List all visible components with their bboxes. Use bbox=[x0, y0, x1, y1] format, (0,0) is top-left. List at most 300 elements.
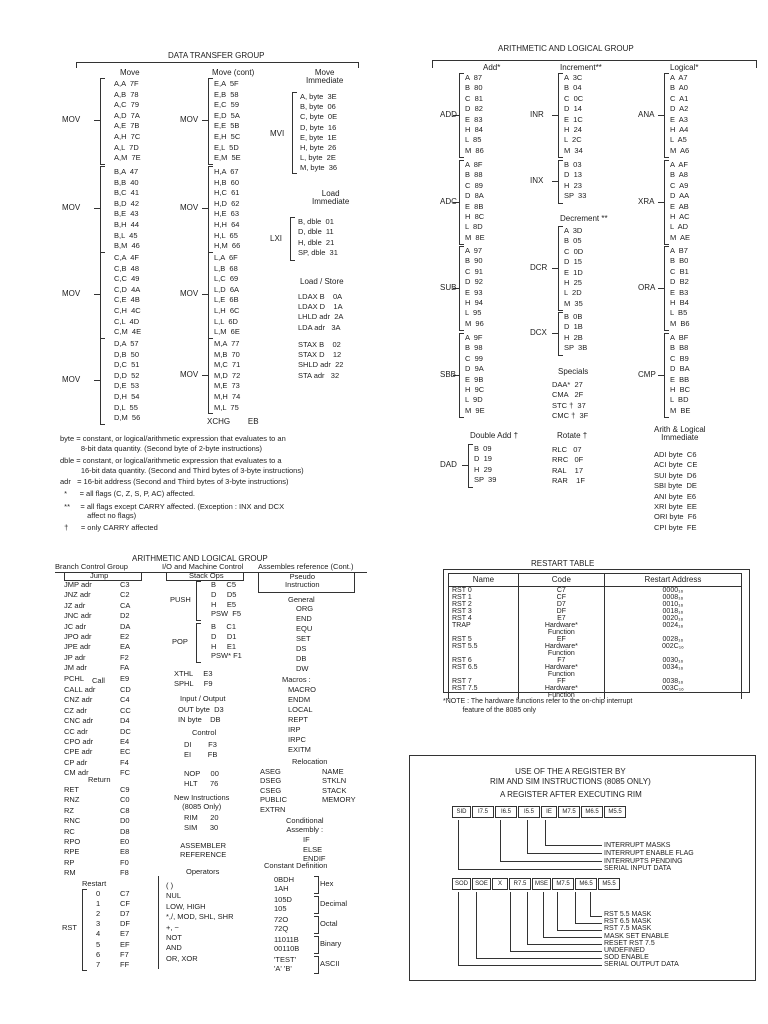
group-label: DCR bbox=[530, 262, 548, 272]
bracket-tick bbox=[552, 333, 558, 334]
note-line: 16-bit data quantity. (Second and Third bytes of 3-byte instructions) bbox=[60, 466, 304, 475]
load-entry: LHLD adr 2A bbox=[298, 312, 344, 322]
mov-entry: A,H 7C bbox=[114, 132, 141, 141]
mov-entry: E,C 59 bbox=[214, 100, 240, 110]
mov-entry: D,H 54 bbox=[114, 392, 140, 401]
general-header: General bbox=[288, 595, 315, 604]
row-name: RST 3 bbox=[449, 608, 519, 615]
add-entry: H 84 bbox=[465, 125, 483, 134]
row-address: 0018₁₆ bbox=[604, 608, 741, 615]
rim-bit: SID bbox=[452, 806, 471, 818]
mvi-entry: E, byte 1E bbox=[300, 132, 337, 142]
leader bbox=[590, 916, 602, 917]
store-entry: STA adr 32 bbox=[298, 370, 340, 380]
mov-entry: E,D 5A bbox=[214, 110, 240, 120]
group-label: XRA bbox=[638, 196, 655, 206]
operators-rule bbox=[158, 876, 159, 969]
mov-entry: B,C 41 bbox=[114, 188, 140, 198]
mov-entry: A,E 7B bbox=[114, 121, 140, 131]
mov-entry: B,D 42 bbox=[114, 198, 140, 208]
mov-entry: D,D 52 bbox=[114, 370, 140, 380]
rim-label: INTERRUPT MASKS bbox=[604, 842, 671, 849]
bracket bbox=[468, 444, 473, 488]
group-label: MOV bbox=[180, 203, 199, 213]
rst-bracket bbox=[82, 889, 87, 971]
xra-entry: C A9 bbox=[670, 180, 689, 190]
rotate-entry: RRC 0F bbox=[552, 455, 584, 465]
operator-entry: *,/, MOD, SHL, SHR bbox=[166, 912, 234, 922]
leader bbox=[527, 944, 602, 945]
const-brace bbox=[314, 896, 319, 914]
const-brace bbox=[314, 876, 319, 894]
add-entry: A 87 bbox=[465, 73, 483, 82]
jump-entry: JP adr bbox=[64, 652, 86, 662]
group-label: MOV bbox=[62, 203, 81, 213]
inr-entry: B 04 bbox=[564, 83, 582, 93]
const-val: 72O bbox=[274, 915, 289, 924]
row-name: RST 5 bbox=[449, 636, 519, 643]
al2-title: ARITHMETIC AND LOGICAL GROUP bbox=[132, 554, 268, 563]
bracket-tick bbox=[658, 288, 664, 289]
inr-entry: M 34 bbox=[564, 145, 583, 155]
call-header: Call bbox=[92, 676, 105, 685]
call-entry: CPO adr bbox=[64, 737, 94, 746]
call-entry-code: FC bbox=[120, 768, 130, 778]
assembler-cont-header: Assembles reference (Cont.) bbox=[258, 562, 354, 571]
row-name: RST 0 bbox=[449, 587, 519, 595]
note-line: † = only CARRY affected bbox=[60, 523, 158, 532]
cmp-entry: B B8 bbox=[670, 343, 689, 353]
bracket bbox=[208, 166, 213, 253]
mov-entry: L,E 6B bbox=[214, 295, 239, 305]
bracket bbox=[664, 246, 669, 331]
mov-entry: A,C 79 bbox=[114, 100, 140, 110]
inr-entry: H 24 bbox=[564, 125, 582, 134]
sim-label: SERIAL OUTPUT DATA bbox=[604, 961, 679, 969]
sim-bit: M6.5 bbox=[575, 878, 597, 890]
const-val: 105D bbox=[274, 895, 292, 904]
macro-entry: IRPC bbox=[288, 735, 306, 744]
group-label: MOV bbox=[180, 289, 199, 299]
pop-entry: PSW* F1 bbox=[211, 651, 242, 661]
row-name: RST 7.5 bbox=[449, 685, 519, 699]
push-entry: H E5 bbox=[211, 599, 237, 609]
inx-entry: H 23 bbox=[564, 180, 582, 190]
general-entry: DB bbox=[296, 654, 307, 663]
leader bbox=[500, 861, 602, 862]
restart-row bbox=[449, 594, 742, 601]
row-address: 0038₁₆ bbox=[604, 678, 741, 685]
row-code: FF bbox=[518, 678, 604, 685]
inx-entry: SP 33 bbox=[564, 191, 587, 201]
bracket bbox=[558, 312, 563, 356]
imm-entry: SBI byte DE bbox=[654, 481, 697, 491]
note-line: ** = all flags except CARRY affected. (Exception : INX and DCX bbox=[60, 502, 285, 511]
return-header: Return bbox=[88, 775, 111, 784]
rst-entry: 3 bbox=[96, 919, 101, 929]
restart-row bbox=[449, 622, 742, 636]
io-entry: OUT byte D3 bbox=[178, 705, 224, 714]
leader bbox=[458, 965, 602, 966]
bracket bbox=[459, 160, 464, 245]
mov-entry: L,A 6F bbox=[214, 253, 238, 262]
const-val: 72Q bbox=[274, 924, 289, 933]
return-entry: RNC bbox=[64, 816, 81, 826]
jump-entry-code: DA bbox=[120, 621, 131, 631]
row-code: Hardware* Function bbox=[518, 685, 604, 699]
call-entry: CP adr bbox=[64, 757, 88, 767]
group-label: INX bbox=[530, 175, 544, 185]
adc-entry: A 8F bbox=[465, 160, 483, 169]
const-val: 'A' 'B' bbox=[274, 964, 292, 973]
cmp-entry: M BE bbox=[670, 405, 691, 415]
group-label: DCX bbox=[530, 327, 547, 337]
sub-entry: D 92 bbox=[465, 277, 483, 287]
mov-entry: M,H 74 bbox=[214, 392, 241, 401]
row-address: 0028₁₆ bbox=[604, 636, 741, 643]
dcx-entry: SP 3B bbox=[564, 343, 588, 353]
rim-subtitle: A REGISTER AFTER EXECUTING RIM bbox=[500, 790, 642, 799]
macros-header: Macros : bbox=[282, 675, 311, 684]
bracket bbox=[664, 160, 669, 245]
add-header: Add* bbox=[483, 63, 501, 72]
mov-entry: H,C 61 bbox=[214, 188, 240, 198]
rotate-entry: RAR 1F bbox=[552, 476, 585, 486]
ana-entry: A A7 bbox=[670, 73, 688, 82]
mov-entry: E,B 58 bbox=[214, 89, 239, 99]
restart-row bbox=[449, 601, 742, 608]
return-entry: RP bbox=[64, 857, 75, 867]
mov-entry: H,H 64 bbox=[214, 220, 240, 229]
return-entry-code: C9 bbox=[120, 785, 130, 794]
mov-entry: C,E 4B bbox=[114, 295, 140, 305]
sim-label: RST 6.5 MASK bbox=[604, 918, 652, 926]
bracket bbox=[459, 333, 464, 418]
mov-entry: A,D 7A bbox=[114, 110, 140, 120]
sbb-entry: L 9D bbox=[465, 395, 483, 405]
leader bbox=[527, 892, 528, 944]
rst-entry: 2 bbox=[96, 909, 101, 919]
mov-entry: A,M 7E bbox=[114, 153, 141, 163]
mov-entry: H,A 67 bbox=[214, 167, 239, 176]
restart-row bbox=[449, 664, 742, 678]
conditional-header: Conditional Assembly : bbox=[286, 816, 324, 834]
sub-entry: A 97 bbox=[465, 246, 483, 255]
mov-entry: C,B 48 bbox=[114, 263, 140, 273]
cmp-entry: A BF bbox=[670, 333, 689, 342]
bracket bbox=[100, 78, 105, 165]
control-entry: NOP 00 bbox=[184, 769, 219, 779]
mov-entry: M,B 70 bbox=[214, 349, 240, 359]
mov-entry: E,A 5F bbox=[214, 79, 239, 88]
leader bbox=[575, 923, 602, 924]
sbb-entry: H 9C bbox=[465, 385, 485, 394]
rst-entry-code: C7 bbox=[120, 889, 130, 898]
call-entry-code: EC bbox=[120, 747, 131, 757]
store-entry: SHLD adr 22 bbox=[298, 360, 344, 370]
adc-entry: D 8A bbox=[465, 191, 484, 201]
rim-bit: I5.5 bbox=[518, 806, 540, 818]
lxi-entry: H, dble 21 bbox=[298, 237, 335, 247]
leader bbox=[458, 869, 602, 870]
mov-entry: C,M 4E bbox=[114, 327, 142, 337]
leader bbox=[510, 892, 511, 951]
cmp-entry: C B9 bbox=[670, 353, 689, 363]
jump-entry-code: F2 bbox=[120, 652, 129, 662]
restart-row bbox=[449, 636, 742, 643]
xra-entry: H AC bbox=[670, 212, 690, 221]
sub-entry: E 93 bbox=[465, 287, 483, 297]
operator-entry: LOW, HIGH bbox=[166, 901, 206, 911]
const-val: 'TEST' bbox=[274, 955, 297, 964]
cmp-entry: H BC bbox=[670, 385, 691, 394]
mov-entry: B,M 46 bbox=[114, 241, 140, 251]
inr-entry: A 3C bbox=[564, 73, 583, 82]
mvi-entry: A, byte 3E bbox=[300, 92, 337, 101]
load-entry: LDAX D 1A bbox=[298, 302, 343, 312]
restart-header: Restart bbox=[82, 879, 107, 888]
mov-entry: L,D 6A bbox=[214, 284, 240, 294]
call-entry-code: CD bbox=[120, 685, 131, 694]
sbb-entry: B 98 bbox=[465, 343, 483, 353]
row-code: EF bbox=[518, 636, 604, 643]
leader bbox=[575, 892, 576, 923]
group-label: CMP bbox=[638, 369, 656, 379]
logical-header: Logical* bbox=[670, 63, 699, 72]
cmp-entry: L BD bbox=[670, 395, 689, 405]
operator-entry: OR, XOR bbox=[166, 953, 198, 963]
macro-entry: MACRO bbox=[288, 685, 316, 694]
return-entry-code: F8 bbox=[120, 868, 129, 878]
assembler-reference: ASSEMBLER REFERENCE bbox=[180, 841, 227, 859]
mov-entry: D,L 55 bbox=[114, 402, 138, 412]
bracket bbox=[100, 252, 105, 339]
bracket bbox=[208, 338, 213, 414]
group-label: SUB bbox=[440, 282, 457, 292]
mov-entry: H,D 62 bbox=[214, 198, 240, 208]
xra-entry: L AD bbox=[670, 222, 689, 232]
bracket bbox=[208, 252, 213, 339]
bracket-tick bbox=[658, 375, 664, 376]
mov-entry: H,B 60 bbox=[214, 177, 240, 187]
inx-entry: B 03 bbox=[564, 160, 582, 169]
bracket-tick bbox=[202, 294, 208, 295]
cond-entry: ELSE bbox=[303, 844, 323, 854]
row-address: 003C₁₆ bbox=[604, 685, 741, 699]
mvi-entry: D, byte 16 bbox=[300, 122, 337, 132]
const-brace bbox=[314, 936, 319, 954]
bracket bbox=[558, 226, 563, 311]
rim-bit: M7.5 bbox=[558, 806, 580, 818]
operator-entry: ( ) bbox=[166, 881, 174, 890]
new-entry: RIM 20 bbox=[184, 813, 219, 822]
dcr-entry: C 0D bbox=[564, 246, 584, 256]
push-entry: PSW F5 bbox=[211, 609, 242, 619]
const-type: Decimal bbox=[320, 899, 348, 908]
rim-title: USE OF THE A REGISTER BY RIM AND SIM INSTRUCTIONS (8085 ONLY) bbox=[490, 767, 651, 786]
mov-entry: D,A 57 bbox=[114, 339, 139, 348]
sim-bit: M5.5 bbox=[598, 878, 620, 890]
lxi-entry: D, dble 11 bbox=[298, 227, 334, 237]
leader bbox=[545, 820, 546, 845]
special-entry: STC † 37 bbox=[552, 400, 586, 410]
macro-entry: REPT bbox=[288, 715, 309, 724]
restart-note: *NOTE : The hardware functions refer to the on-chip interrupt feature of the 8085 only bbox=[443, 698, 633, 714]
control-header: Control bbox=[192, 728, 217, 737]
mov-entry: M,D 72 bbox=[214, 370, 241, 380]
xthl-entry: XTHL E3 bbox=[174, 669, 213, 678]
const-type: Octal bbox=[320, 919, 338, 928]
mov-entry: E,E 5B bbox=[214, 121, 240, 131]
row-address: 002C₁₆ bbox=[604, 643, 741, 657]
leader bbox=[458, 820, 459, 869]
leader bbox=[510, 951, 602, 952]
mvi-entry: H, byte 26 bbox=[300, 143, 337, 152]
cmp-entry: E BB bbox=[670, 374, 690, 384]
inr-entry: D 14 bbox=[564, 104, 582, 114]
bracket-tick bbox=[202, 208, 208, 209]
reloc-entry: EXTRN bbox=[260, 804, 286, 814]
mov-entry: E,M 5E bbox=[214, 153, 241, 163]
constant-header: Constant Definition bbox=[264, 861, 328, 870]
imm-entry: ORI byte F6 bbox=[654, 512, 697, 522]
bracket-tick bbox=[94, 294, 100, 295]
new-entry: SIM 30 bbox=[184, 823, 219, 832]
note-line: affect no flags) bbox=[60, 511, 137, 520]
bracket bbox=[558, 160, 563, 204]
jump-entry: JNC adr bbox=[64, 611, 92, 621]
row-code: Hardware* Function bbox=[518, 643, 604, 657]
call-entry: CALL adr bbox=[64, 685, 96, 694]
dcx-entry: D 1B bbox=[564, 322, 583, 332]
note-line: byte = constant, or logical/arithmetic expression that evaluates to an bbox=[60, 434, 286, 443]
imm-entry: ACI byte CE bbox=[654, 460, 698, 470]
bracket bbox=[664, 73, 669, 158]
mov-entry: L,C 69 bbox=[214, 274, 239, 284]
pop-label: POP bbox=[172, 637, 188, 646]
lxi-label: LXI bbox=[270, 234, 283, 243]
group-label: MOV bbox=[62, 375, 81, 385]
ora-entry: B B0 bbox=[670, 256, 689, 266]
operator-entry: NUL bbox=[166, 891, 182, 901]
note-line: 8-bit data quantity. (Second byte of 2-byte instructions) bbox=[60, 444, 263, 453]
mov-entry: A,A 7F bbox=[114, 79, 139, 88]
call-entry-code: F4 bbox=[120, 757, 129, 767]
special-entry: DAA* 27 bbox=[552, 380, 583, 389]
row-name: RST 1 bbox=[449, 594, 519, 601]
general-entry: DS bbox=[296, 644, 307, 653]
jump-entry: PCHL bbox=[64, 673, 85, 683]
rst-entry: 7 bbox=[96, 959, 101, 969]
reloc-entry: PUBLIC bbox=[260, 795, 288, 805]
rim-bit: IE bbox=[541, 806, 557, 818]
load-entry: LDA adr 3A bbox=[298, 322, 341, 332]
rst-entry-code: F7 bbox=[120, 949, 129, 959]
ana-entry: B A0 bbox=[670, 83, 688, 93]
bracket bbox=[459, 246, 464, 331]
rim-bit: I6.5 bbox=[495, 806, 517, 818]
dcr-entry: L 2D bbox=[564, 288, 582, 298]
rim-label: SERIAL INPUT DATA bbox=[604, 865, 672, 873]
group-label: MOV bbox=[62, 289, 81, 299]
reloc-entry: ASEG bbox=[260, 767, 281, 776]
rst-entry-code: FF bbox=[120, 959, 130, 969]
rim-bit: I7.5 bbox=[472, 806, 494, 818]
sub-entry: B 90 bbox=[465, 256, 483, 266]
jump-entry: JPE adr bbox=[64, 642, 91, 652]
mvi-entry: L, byte 2E bbox=[300, 153, 336, 163]
call-entry-code: E4 bbox=[120, 737, 130, 746]
adc-entry: C 89 bbox=[465, 180, 483, 190]
bracket-tick bbox=[552, 268, 558, 269]
ora-entry: A B7 bbox=[670, 246, 688, 255]
imm-entry: ADI byte C6 bbox=[654, 450, 697, 459]
sim-label: RST 7.5 MASK bbox=[604, 925, 652, 933]
rst-entry: 6 bbox=[96, 949, 101, 959]
bracket-tick bbox=[552, 181, 558, 182]
reloc-entry-code: MEMORY bbox=[322, 795, 356, 805]
xchg-entry: XCHG EB bbox=[207, 417, 259, 426]
dcr-entry: E 1D bbox=[564, 267, 583, 277]
jump-entry: JC adr bbox=[64, 621, 87, 631]
relocation-header: Relocation bbox=[292, 757, 328, 766]
control-entry: DI F3 bbox=[184, 740, 217, 749]
mov-entry: B,B 40 bbox=[114, 177, 139, 187]
rst-label: RST bbox=[62, 923, 77, 932]
group-label: ANA bbox=[638, 109, 655, 119]
mov-entry: B,L 45 bbox=[114, 230, 138, 240]
dcr-entry: B 05 bbox=[564, 236, 582, 246]
bracket-tick bbox=[202, 375, 208, 376]
rst-entry: 1 bbox=[96, 899, 101, 909]
jump-entry: JPO adr bbox=[64, 632, 92, 641]
mov-entry: B,A 47 bbox=[114, 167, 139, 176]
call-entry: CM adr bbox=[64, 768, 89, 778]
restart-row bbox=[449, 587, 742, 595]
sub-entry: L 95 bbox=[465, 308, 482, 318]
row-address: 0000₁₆ bbox=[604, 587, 741, 595]
rim-label: INTERRUPTS PENDING bbox=[604, 857, 683, 865]
rotate-header: Rotate † bbox=[557, 431, 588, 440]
call-entry-code: C4 bbox=[120, 695, 130, 705]
jump-entry-code: D2 bbox=[120, 611, 130, 621]
sub-entry: M 96 bbox=[465, 318, 484, 328]
lxi-entry: SP, dble 31 bbox=[298, 248, 338, 258]
special-entry: CMC † 3F bbox=[552, 411, 589, 421]
general-entry: DW bbox=[296, 664, 309, 673]
jump-entry-code: E2 bbox=[120, 632, 130, 641]
add-entry: L 85 bbox=[465, 135, 482, 145]
ana-entry: D A2 bbox=[670, 104, 689, 114]
bracket-tick bbox=[202, 120, 208, 121]
row-name: RST 6 bbox=[449, 657, 519, 664]
row-address: 0030₁₆ bbox=[604, 657, 741, 664]
note-line: dble = constant, or logical/arithmetic expression that evaluates to a bbox=[60, 456, 282, 465]
dcr-entry: A 3D bbox=[564, 226, 583, 235]
group-label: INR bbox=[530, 109, 544, 119]
reloc-entry-code: NAME bbox=[322, 767, 344, 776]
imm-entry: XRI byte EE bbox=[654, 502, 697, 511]
return-entry: RET bbox=[64, 785, 79, 794]
general-entry: SET bbox=[296, 634, 311, 643]
inx-entry: D 13 bbox=[564, 170, 582, 180]
rst-entry-code: EF bbox=[120, 939, 130, 949]
mov-entry: A,L 7D bbox=[114, 142, 139, 152]
reloc-entry-code: STKLN bbox=[322, 776, 347, 786]
leader bbox=[500, 820, 501, 861]
al-title: ARITHMETIC AND LOGICAL GROUP bbox=[498, 44, 634, 53]
push-label: PUSH bbox=[170, 595, 191, 604]
